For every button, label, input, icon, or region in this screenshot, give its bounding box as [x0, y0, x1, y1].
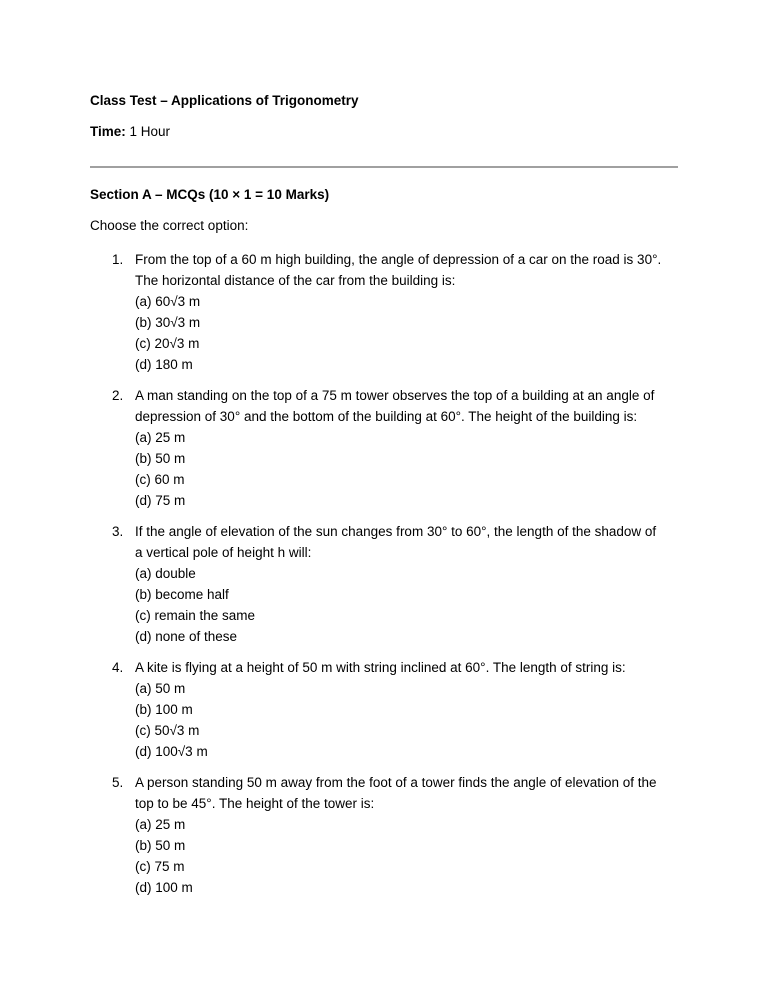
question-number: 2.: [112, 388, 124, 403]
option-b: (b) become half: [135, 587, 229, 602]
question-2: [90, 385, 690, 511]
question-list: [90, 249, 690, 908]
question-number: 1.: [112, 252, 124, 267]
option-d: (d) none of these: [135, 629, 238, 644]
option-d: (d) 75 m: [135, 493, 186, 508]
question-text-line: From the top of a 60 m high building, the angle of depression of a car on the road is 30°.: [135, 252, 662, 267]
option-a: (a) 25 m: [135, 430, 186, 445]
option-a: (a) 25 m: [135, 817, 186, 832]
question-text-line: If the angle of elevation of the sun changes from 30° to 60°, the length of the shadow of: [135, 524, 657, 539]
question-text-line: a vertical pole of height h will:: [135, 545, 312, 560]
option-b: (b) 30√3 m: [135, 315, 201, 330]
question-1: [90, 249, 690, 375]
section-heading: Section A – MCQs (10 × 1 = 10 Marks): [90, 187, 330, 202]
question-number: 3.: [112, 524, 124, 539]
option-d: (d) 180 m: [135, 357, 193, 372]
option-c: (c) 50√3 m: [135, 723, 200, 738]
question-number: 4.: [112, 660, 124, 675]
horizontal-divider: [90, 166, 678, 168]
time-line: [90, 124, 170, 139]
question-text-line: A kite is flying at a height of 50 m with string inclined at 60°. The length of string is:: [135, 660, 626, 675]
option-c: (c) remain the same: [135, 608, 256, 623]
time-label: Time:: [90, 124, 126, 139]
question-text-line: depression of 30° and the bottom of the building at 60°. The height of the building is:: [135, 409, 638, 424]
section-instruction: Choose the correct option:: [90, 218, 249, 233]
option-c: (c) 20√3 m: [135, 336, 200, 351]
question-text-line: A man standing on the top of a 75 m tower observes the top of a building at an angle of: [135, 388, 655, 403]
question-3: [90, 521, 690, 647]
option-b: (b) 100 m: [135, 702, 193, 717]
option-d: (d) 100√3 m: [135, 744, 208, 759]
option-d: (d) 100 m: [135, 880, 193, 895]
question-text-line: The horizontal distance of the car from the building is:: [135, 273, 456, 288]
question-text-line: top to be 45°. The height of the tower is:: [135, 796, 375, 811]
option-c: (c) 75 m: [135, 859, 185, 874]
time-value: 1 Hour: [129, 124, 171, 139]
option-b: (b) 50 m: [135, 838, 186, 853]
option-c: (c) 60 m: [135, 472, 185, 487]
question-5: [90, 772, 690, 898]
option-b: (b) 50 m: [135, 451, 186, 466]
option-a: (a) 60√3 m: [135, 294, 201, 309]
option-a: (a) double: [135, 566, 196, 581]
question-text-line: A person standing 50 m away from the foot of a tower finds the angle of elevation of the: [135, 775, 657, 790]
question-number: 5.: [112, 775, 124, 790]
question-4: [90, 657, 690, 762]
option-a: (a) 50 m: [135, 681, 186, 696]
test-title: Class Test – Applications of Trigonometry: [90, 93, 359, 108]
